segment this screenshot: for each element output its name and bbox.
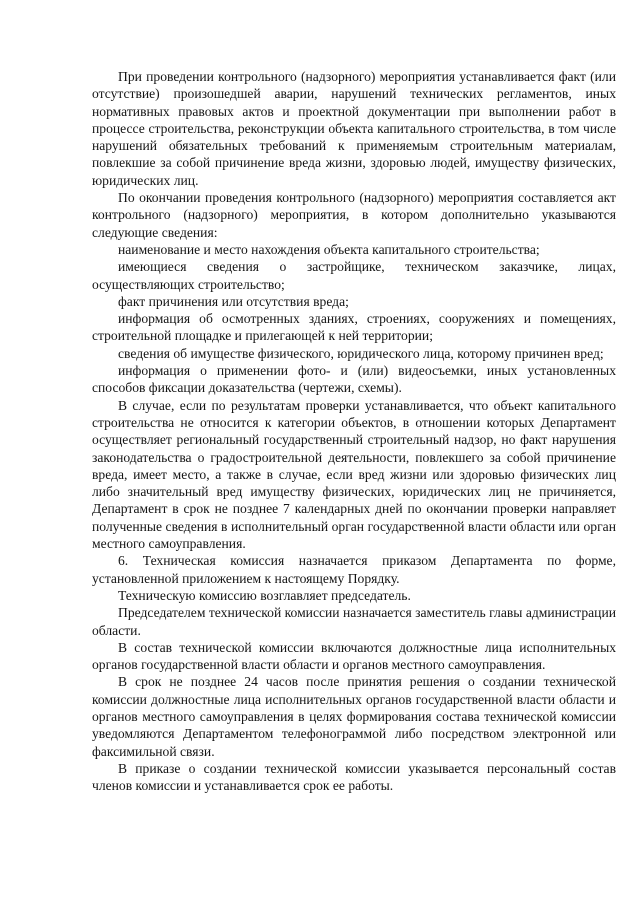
paragraph-order-composition: В приказе о создании технической комиссии указывается персональный состав членов комиссии и устанавливается срок ее работы. bbox=[92, 760, 616, 794]
paragraph-inspection-findings: При проведении контрольного (надзорного) мероприятия устанавливается факт (или отсутствие) произошедшей аварии, нарушений технических регламентов, иных нормативных правовых актов и проектной документации при выполнении работ в процессе строительства, реконструкции объекта капитального строительства, в том числе нарушений обязательных требований к применяемым строительным материалам, повлекшие за собой причинение вреда жизни, здоровью людей, имуществу физических, юридических лиц. bbox=[92, 69, 616, 188]
paragraph-24-hours-notice: В срок не позднее 24 часов после принятия решения о создании технической комиссии должностные лица исполнительных органов государственной власти области и органов местного самоуправления в целях формирования состава технической комиссии уведомляются Департаментом телефонограммой либо посредством электронной или факсимильной связи. bbox=[92, 674, 616, 759]
paragraph-act-drawn-up: По окончании проведения контрольного (надзорного) мероприятия составляется акт контрольного (надзорного) мероприятия, в котором дополнительно указываются следующие сведения: bbox=[92, 190, 616, 240]
paragraph-chairman-heads: Техническую комиссию возглавляет председатель. bbox=[118, 587, 411, 603]
paragraph-commission-members: В состав технической комиссии включаются должностные лица исполнительных органов государственной власти области и органов местного самоуправления. bbox=[92, 639, 616, 673]
paragraph-section-6: 6. Техническая комиссия назначается приказом Департамента по форме, установленной приложением к настоящему Порядку. bbox=[92, 553, 616, 586]
list-item-harm-fact: факт причинения или отсутствия вреда; bbox=[118, 293, 349, 309]
list-item-damaged-property: сведения об имуществе физического, юридического лица, которому причинен вред; bbox=[118, 345, 604, 361]
list-item-object-name: наименование и место нахождения объекта капитального строительства; bbox=[118, 241, 540, 257]
document-body bbox=[92, 68, 616, 794]
list-item-photo-video: информация о применении фото- и (или) видеосъемки, иных установленных способов фиксации доказательства (чертежи, схемы). bbox=[92, 363, 616, 396]
list-item-developer-info: имеющиеся сведения о застройщике, техническом заказчике, лицах, осуществляющих строительство; bbox=[92, 259, 616, 292]
paragraph-chairman-appointed: Председателем технической комиссии назначается заместитель главы администрации области. bbox=[92, 605, 616, 638]
paragraph-not-applicable-case: В случае, если по результатам проверки устанавливается, что объект капитального строительства не относится к категории объектов, в отношении которых Департамент осуществляет региональный государственный строительный надзор, но факт нарушения законодательства о градостроительной деятельности, повлекшего за собой причинение вреда, имеет место, а также в случае, если вред жизни или здоровью физических лиц либо значительный вред имуществу физических, юридических лиц не причиняется, Департамент в срок не позднее 7 календарных дней по окончании проверки направляет полученные сведения в исполнительный орган государственной власти области или орган местного самоуправления. bbox=[92, 397, 616, 552]
list-item-inspected-buildings: информация об осмотренных зданиях, строениях, сооружениях и помещениях, строительной площадке и прилегающей к ней территории; bbox=[92, 311, 616, 344]
